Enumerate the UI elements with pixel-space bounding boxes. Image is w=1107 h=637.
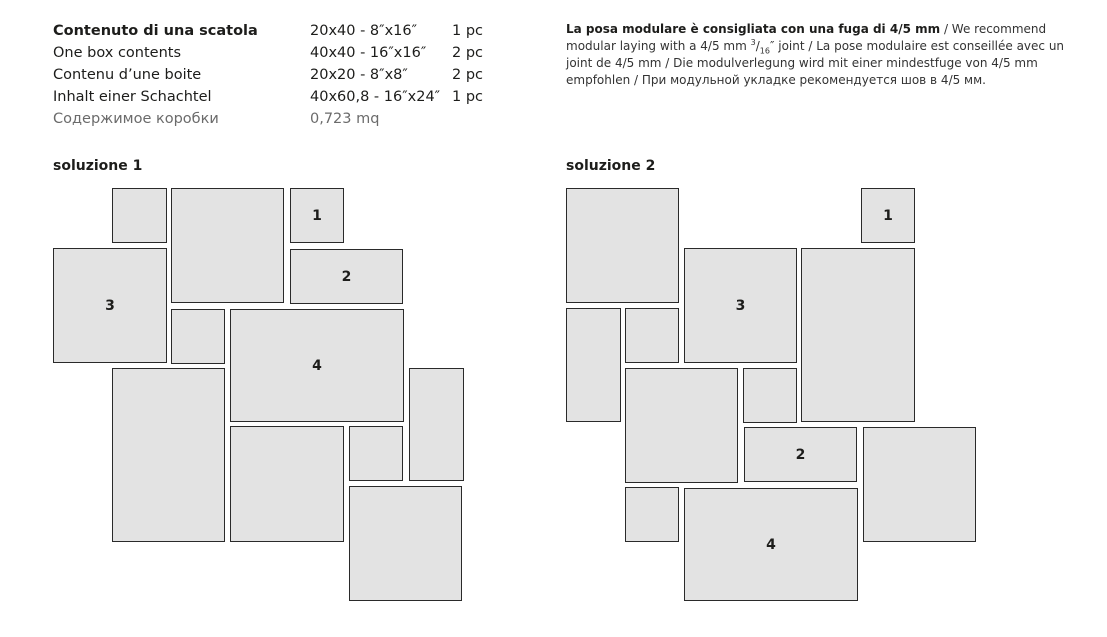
- tile: [171, 188, 284, 303]
- tile: [743, 368, 797, 423]
- solution-1-title: soluzione 1: [53, 158, 143, 174]
- contents-label: Contenuto di una scatola: [53, 23, 258, 39]
- contents-label: One box contents: [53, 45, 182, 61]
- contents-qty: 2 pc: [452, 67, 484, 83]
- contents-area: 0,723 mq: [310, 111, 380, 127]
- contents-label: Contenu d’une boite: [53, 67, 202, 83]
- tile: [566, 308, 621, 422]
- tile: [801, 248, 915, 422]
- tile: 4: [230, 309, 404, 422]
- tile: [349, 426, 403, 481]
- fraction-denominator: 16: [759, 46, 770, 56]
- contents-label: Inhalt einer Schachtel: [53, 89, 212, 105]
- tile: [625, 487, 679, 542]
- laying-note-text: ″ joint / La pose modulaire est conseillée avec un joint de 4/5 mm / Die modulverlegung wird mit einer mindestfuge von 4/5 mm empfohlen / При модульной укладке рекомендуется шов в 4/5 мм.: [566, 39, 1065, 87]
- contents-size: 20x20 - 8″x8″: [310, 67, 408, 83]
- fraction-numerator: 3: [750, 38, 756, 47]
- contents-qty: 1 pc: [452, 23, 484, 39]
- contents-size: 40x60,8 - 16″x24″: [310, 89, 441, 105]
- tile: 1: [861, 188, 915, 243]
- contents-label: Содержимое коробки: [53, 111, 219, 127]
- tile: [230, 426, 344, 542]
- contents-size: 40x40 - 16″x16″: [310, 45, 427, 61]
- laying-note: La posa modulare è consigliata con una fuga di 4/5 mm / We recommend modular laying with a 4/5 mm $^3/_{16}''$ joint / La pose modulaire est conseillée avec un joint de 4/5 mm / Die modulverlegung wird mit einer mindestfuge von 4/5 mm empfohlen / При модульной укладке рекомендуется шов в 4/5 мм.: [566, 22, 1065, 87]
- tile: [625, 368, 738, 483]
- tile: [409, 368, 464, 481]
- contents-qty: 1 pc: [452, 89, 484, 105]
- tile: [112, 188, 167, 243]
- tile: 2: [290, 249, 403, 304]
- tile: [625, 308, 679, 363]
- laying-note-text: / We recommend modular laying with a 4/5 mm: [566, 22, 1047, 53]
- tile: 1: [290, 188, 344, 243]
- tile: 4: [684, 488, 858, 601]
- tile: [349, 486, 462, 601]
- contents-size: 20x40 - 8″x16″: [310, 23, 418, 39]
- tile: 3: [684, 248, 797, 363]
- tile: [863, 427, 976, 542]
- contents-qty: 2 pc: [452, 45, 484, 61]
- tile: [171, 309, 225, 364]
- tile: [112, 368, 225, 542]
- laying-note-bold: La posa modulare è consigliata con una fuga di 4/5 mm: [566, 22, 941, 36]
- tile: [566, 188, 679, 303]
- solution-2-title: soluzione 2: [566, 158, 656, 174]
- tile: 3: [53, 248, 167, 363]
- tile: 2: [744, 427, 857, 482]
